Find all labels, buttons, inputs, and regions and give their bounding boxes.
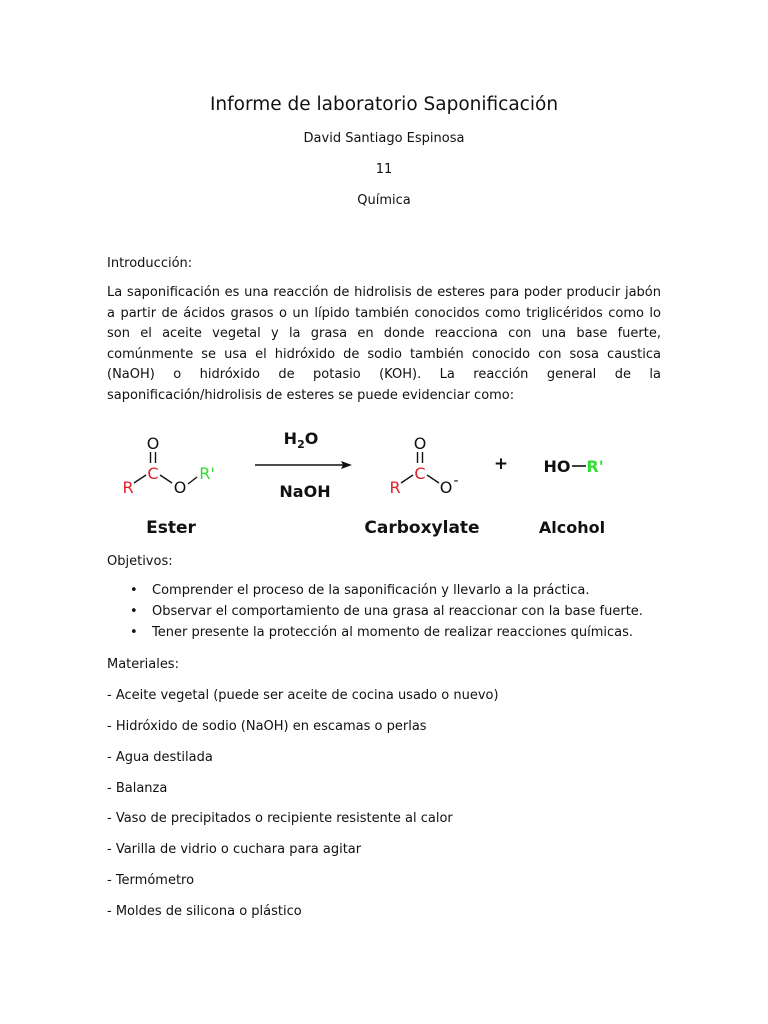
- bullet-icon: •: [130, 604, 138, 619]
- saponification-reaction-figure: [100, 420, 640, 545]
- material-item: - Aceite vegetal (puede ser aceite de cocina usado o nuevo): [107, 688, 499, 703]
- carboxylate-charge: -: [453, 473, 459, 489]
- intro-paragraph: La saponificación es una reacción de hidrolisis de esteres para poder producir jabón a partir de ácidos grasos o un lípido también conocidos como triglicéridos como lo son el aceite vegetal y la grasa en donde reacciona con una base fuerte, comúnmente se usa el hidróxido de sodio también conocido con sosa caustica (NaOH) o hidróxido de potasio (KOH). La reacción general de la saponificación/hidrolisis de esteres se puede evidenciar como:: [107, 285, 661, 403]
- bullet-icon: •: [130, 625, 138, 640]
- material-item: - Hidróxido de sodio (NaOH) en escamas o perlas: [107, 719, 427, 734]
- ester-oxygen: O: [173, 478, 187, 497]
- ester-carbon: C: [147, 464, 159, 483]
- ester-carbonyl-o: O: [146, 434, 160, 453]
- material-item: - Balanza: [107, 781, 168, 796]
- grade-number: 11: [375, 162, 393, 177]
- carboxylate-carbonyl-o: O: [413, 434, 427, 453]
- bullet-icon: •: [130, 583, 138, 598]
- carboxylate-carbon: C: [414, 464, 426, 483]
- materials-heading: Materiales:: [107, 657, 179, 672]
- ester-structure: [122, 434, 214, 538]
- reagent-h: H: [283, 429, 298, 448]
- material-item: - Moldes de silicona o plástico: [107, 904, 302, 919]
- intro-heading: Introducción:: [107, 256, 193, 271]
- material-item: - Termómetro: [107, 873, 195, 888]
- reagent-subscript: 2: [297, 438, 305, 451]
- svg-text:H2O: [284, 429, 319, 451]
- objectives-heading: Objetivos:: [107, 554, 173, 569]
- reaction-arrow: [255, 429, 352, 501]
- material-item: - Agua destilada: [107, 750, 213, 765]
- carboxylate-r-group: R: [389, 478, 401, 497]
- material-item: - Vaso de precipitados o recipiente resistente al calor: [107, 811, 453, 826]
- carboxylate-structure: [364, 434, 479, 538]
- carboxylate-oxygen: O: [439, 478, 453, 497]
- document-title: Informe de laboratorio Saponificación: [209, 94, 559, 115]
- alcohol-ho: HO: [543, 457, 571, 476]
- material-item: - Varilla de vidrio o cuchara para agitar: [107, 842, 362, 857]
- alcohol-label: Alcohol: [538, 518, 606, 537]
- carboxylate-label: Carboxylate: [364, 518, 480, 538]
- ester-label: Ester: [146, 518, 196, 538]
- document-page: Informe de laboratorio Saponificación David Santiago Espinosa 11 Química Introducción: La saponificación es una reacción de hidrolisis de esteres para poder producir jabón a partir de ácidos grasos o un lípido también conocidos como triglicéridos como lo son el aceite vegetal y la grasa en donde reacciona con una base fuerte, comúnmente se usa el hidróxido de sodio también conocido con sosa caustica (NaOH) o hidróxido de potasio (KOH). La reacción general de la saponificación/hidrolisis de esteres se puede evidenciar como: O C R O R' Ester $H_2O$ NaOH O C R O - Carboxylate + HO R' Alcohol Objetivos: • Comprender el proceso de la saponificación y llevarlo a la práctica. • Observar el comportamiento de una grasa al reaccionar con la base fuerte. • Tener presente la protección al momento de realizar reacciones químicas. Materiales: - Aceite vegetal (puede ser aceite de cocina usado o nuevo) - Hidróxido de sodio (NaOH) en escamas o perlas - Agua destilada - Balanza - Vaso de precipitados o recipiente resistente al calor - Varilla de vidrio o cuchara para agitar - Termómetro - Moldes de silicona o plástico: [0, 0, 768, 1024]
- reagent-naoh: NaOH: [279, 482, 331, 501]
- reagent-o: O: [304, 429, 319, 448]
- plus-sign: +: [493, 454, 509, 474]
- ester-r-prime: R': [199, 464, 215, 483]
- alcohol-structure: [539, 457, 605, 537]
- author-name: David Santiago Espinosa: [303, 131, 465, 146]
- alcohol-r-prime: R': [586, 457, 604, 476]
- ester-r-group: R: [122, 478, 134, 497]
- subject-name: Química: [357, 193, 411, 208]
